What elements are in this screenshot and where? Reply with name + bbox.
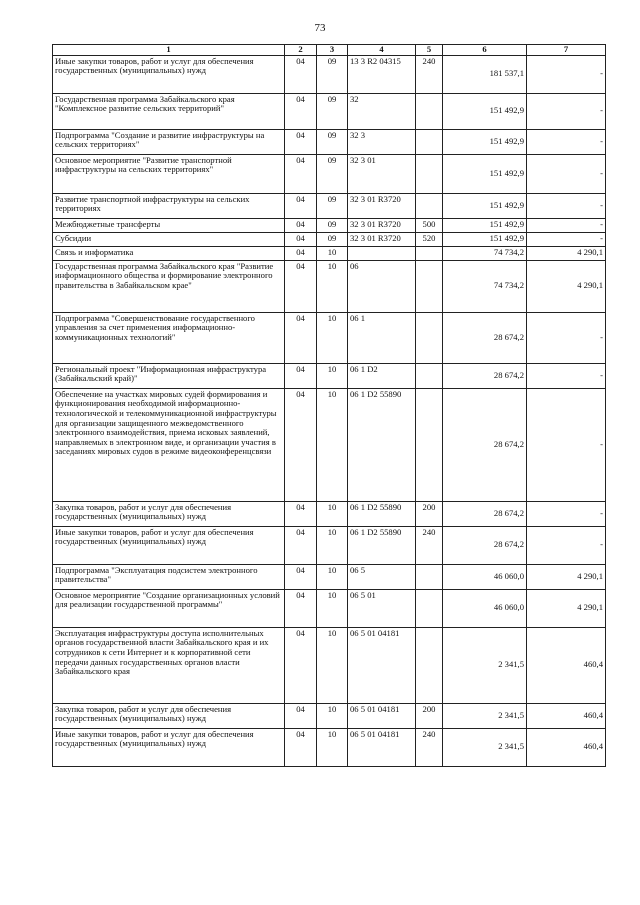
cell-expense-type: [416, 193, 443, 218]
cell-amount-extra: -: [527, 154, 606, 193]
cell-subsection: 10: [317, 312, 348, 363]
cell-amount-extra: -: [527, 93, 606, 129]
cell-name: Государственная программа Забайкальского края "Развитие информационного общества и формирование электронного правительства в Забайкальском крае": [53, 260, 285, 312]
cell-amount: 2 341,5: [443, 703, 527, 728]
cell-name: Подпрограмма "Эксплуатация подсистем электронного правительства": [53, 564, 285, 589]
cell-amount-extra: 4 290,1: [527, 246, 606, 260]
cell-name: Иные закупки товаров, работ и услуг для обеспечения государственных (муниципальных) нужд: [53, 526, 285, 564]
table-row: [53, 728, 606, 766]
cell-expense-type: [416, 589, 443, 627]
cell-name: Закупка товаров, работ и услуг для обеспечения государственных (муниципальных) нужд: [53, 501, 285, 526]
cell-amount-extra: 4 290,1: [527, 260, 606, 312]
cell-target-code: 32 3 01 R3720: [348, 193, 416, 218]
table-row: [53, 232, 606, 246]
cell-name: Межбюджетные трансферты: [53, 218, 285, 232]
cell-expense-type: [416, 93, 443, 129]
table-row: [53, 312, 606, 363]
cell-name: Закупка товаров, работ и услуг для обеспечения государственных (муниципальных) нужд: [53, 703, 285, 728]
cell-expense-type: 240: [416, 55, 443, 93]
table-row: [53, 501, 606, 526]
table-row: [53, 589, 606, 627]
column-header: 1: [53, 45, 285, 56]
cell-subsection: 09: [317, 154, 348, 193]
cell-subsection: 10: [317, 388, 348, 501]
cell-subsection: 09: [317, 55, 348, 93]
column-header: 7: [527, 45, 606, 56]
cell-target-code: 06 5: [348, 564, 416, 589]
page-number: 73: [314, 22, 326, 34]
column-header: 5: [416, 45, 443, 56]
cell-section: 04: [285, 312, 317, 363]
cell-amount-extra: -: [527, 312, 606, 363]
cell-section: 04: [285, 526, 317, 564]
cell-amount-extra: -: [527, 193, 606, 218]
cell-section: 04: [285, 260, 317, 312]
table-body: [53, 55, 606, 766]
cell-amount: 151 492,9: [443, 154, 527, 193]
cell-name: Государственная программа Забайкальского края "Комплексное развитие сельских территорий": [53, 93, 285, 129]
cell-expense-type: 520: [416, 232, 443, 246]
table-row: [53, 55, 606, 93]
cell-amount: 151 492,9: [443, 129, 527, 154]
cell-target-code: 06 1 D2 55890: [348, 501, 416, 526]
cell-section: 04: [285, 564, 317, 589]
cell-section: 04: [285, 55, 317, 93]
cell-section: 04: [285, 246, 317, 260]
cell-target-code: 32: [348, 93, 416, 129]
cell-name: Основное мероприятие "Создание организационных условий для реализации государственной программы": [53, 589, 285, 627]
cell-name: Подпрограмма "Совершенствование государственного управления за счет применения информационно-коммуникационных технологий": [53, 312, 285, 363]
cell-subsection: 09: [317, 193, 348, 218]
cell-expense-type: [416, 312, 443, 363]
cell-section: 04: [285, 363, 317, 388]
cell-amount-extra: -: [527, 526, 606, 564]
cell-expense-type: 500: [416, 218, 443, 232]
cell-amount: 28 674,2: [443, 501, 527, 526]
cell-expense-type: [416, 564, 443, 589]
cell-amount: 28 674,2: [443, 363, 527, 388]
cell-amount: 28 674,2: [443, 312, 527, 363]
table-row: [53, 564, 606, 589]
cell-amount-extra: -: [527, 388, 606, 501]
cell-amount-extra: -: [527, 129, 606, 154]
cell-name: Субсидии: [53, 232, 285, 246]
cell-amount-extra: -: [527, 501, 606, 526]
cell-subsection: 10: [317, 728, 348, 766]
cell-amount: 2 341,5: [443, 728, 527, 766]
column-header: 3: [317, 45, 348, 56]
cell-section: 04: [285, 154, 317, 193]
cell-expense-type: [416, 154, 443, 193]
cell-expense-type: 200: [416, 501, 443, 526]
cell-target-code: 32 3 01 R3720: [348, 218, 416, 232]
cell-subsection: 10: [317, 526, 348, 564]
cell-name: Региональный проект "Информационная инфраструктура (Забайкальский край)": [53, 363, 285, 388]
table-row: [53, 363, 606, 388]
cell-subsection: 10: [317, 589, 348, 627]
table-row: [53, 627, 606, 703]
cell-name: Обеспечение на участках мировых судей формирования и функционирования необходимой информационно-технологической и телекоммуникационной инфраструктуры для организации защищенного межведомственного электронного взаимодействия, приема исковых заявлений, направляемых в электронном виде, и организации участия в заседаниях мировых судов в режиме видеоконференцсвязи: [53, 388, 285, 501]
cell-amount-extra: -: [527, 232, 606, 246]
cell-subsection: 10: [317, 246, 348, 260]
table-row: [53, 218, 606, 232]
cell-target-code: 06 5 01 04181: [348, 627, 416, 703]
cell-section: 04: [285, 703, 317, 728]
cell-subsection: 09: [317, 129, 348, 154]
cell-amount: 151 492,9: [443, 93, 527, 129]
cell-expense-type: 200: [416, 703, 443, 728]
cell-amount: 151 492,9: [443, 218, 527, 232]
cell-target-code: 06 5 01 04181: [348, 728, 416, 766]
cell-amount-extra: -: [527, 218, 606, 232]
cell-target-code: [348, 246, 416, 260]
cell-amount: 46 060,0: [443, 589, 527, 627]
cell-amount: 74 734,2: [443, 246, 527, 260]
cell-target-code: 13 3 R2 04315: [348, 55, 416, 93]
cell-subsection: 10: [317, 564, 348, 589]
cell-expense-type: 240: [416, 728, 443, 766]
table-row: [53, 260, 606, 312]
cell-section: 04: [285, 93, 317, 129]
cell-expense-type: [416, 129, 443, 154]
cell-target-code: 06 1 D2 55890: [348, 526, 416, 564]
cell-amount-extra: 460,4: [527, 728, 606, 766]
cell-expense-type: [416, 627, 443, 703]
column-header: 2: [285, 45, 317, 56]
cell-target-code: 32 3 01: [348, 154, 416, 193]
table-row: [53, 193, 606, 218]
cell-section: 04: [285, 501, 317, 526]
cell-target-code: 06 1 D2: [348, 363, 416, 388]
cell-expense-type: 240: [416, 526, 443, 564]
cell-name: Основное мероприятие "Развитие транспортной инфраструктуры на сельских территориях": [53, 154, 285, 193]
cell-target-code: 06: [348, 260, 416, 312]
cell-expense-type: [416, 246, 443, 260]
cell-subsection: 10: [317, 627, 348, 703]
table-row: [53, 526, 606, 564]
table-header-row: [53, 45, 606, 56]
cell-name: Развитие транспортной инфраструктуры на сельских территориях: [53, 193, 285, 218]
table-row: [53, 388, 606, 501]
cell-subsection: 10: [317, 501, 348, 526]
cell-amount-extra: 4 290,1: [527, 564, 606, 589]
cell-subsection: 10: [317, 260, 348, 312]
cell-amount: 2 341,5: [443, 627, 527, 703]
cell-target-code: 06 1 D2 55890: [348, 388, 416, 501]
cell-expense-type: [416, 388, 443, 501]
cell-name: Иные закупки товаров, работ и услуг для обеспечения государственных (муниципальных) нужд: [53, 55, 285, 93]
cell-expense-type: [416, 363, 443, 388]
cell-amount-extra: 4 290,1: [527, 589, 606, 627]
table-row: [53, 93, 606, 129]
cell-amount-extra: -: [527, 363, 606, 388]
cell-amount-extra: 460,4: [527, 703, 606, 728]
cell-subsection: 10: [317, 703, 348, 728]
cell-amount-extra: -: [527, 55, 606, 93]
cell-name: Иные закупки товаров, работ и услуг для обеспечения государственных (муниципальных) нужд: [53, 728, 285, 766]
cell-section: 04: [285, 193, 317, 218]
table-row: [53, 246, 606, 260]
cell-amount: 46 060,0: [443, 564, 527, 589]
cell-expense-type: [416, 260, 443, 312]
cell-subsection: 09: [317, 232, 348, 246]
cell-amount: 181 537,1: [443, 55, 527, 93]
cell-amount: 28 674,2: [443, 388, 527, 501]
cell-target-code: 32 3: [348, 129, 416, 154]
cell-section: 04: [285, 728, 317, 766]
cell-name: Эксплуатация инфраструктуры доступа исполнительных органов государственной власти Забайкальского края и их сотрудников к сети Интернет и к корпоративной сети передачи данных государственных органов власти Забайкальского края: [53, 627, 285, 703]
table-row: [53, 154, 606, 193]
cell-subsection: 09: [317, 218, 348, 232]
cell-section: 04: [285, 627, 317, 703]
cell-section: 04: [285, 232, 317, 246]
cell-target-code: 06 5 01: [348, 589, 416, 627]
cell-amount-extra: 460,4: [527, 627, 606, 703]
cell-amount: 151 492,9: [443, 232, 527, 246]
table-row: [53, 703, 606, 728]
column-header: 6: [443, 45, 527, 56]
cell-target-code: 06 5 01 04181: [348, 703, 416, 728]
table-row: [53, 129, 606, 154]
cell-target-code: 32 3 01 R3720: [348, 232, 416, 246]
cell-amount: 151 492,9: [443, 193, 527, 218]
cell-subsection: 09: [317, 93, 348, 129]
cell-section: 04: [285, 129, 317, 154]
cell-amount: 28 674,2: [443, 526, 527, 564]
cell-name: Связь и информатика: [53, 246, 285, 260]
cell-section: 04: [285, 218, 317, 232]
cell-section: 04: [285, 589, 317, 627]
cell-section: 04: [285, 388, 317, 501]
cell-amount: 74 734,2: [443, 260, 527, 312]
cell-subsection: 10: [317, 363, 348, 388]
cell-target-code: 06 1: [348, 312, 416, 363]
budget-table: [52, 44, 606, 767]
cell-name: Подпрограмма "Создание и развитие инфраструктуры на сельских территориях": [53, 129, 285, 154]
column-header: 4: [348, 45, 416, 56]
